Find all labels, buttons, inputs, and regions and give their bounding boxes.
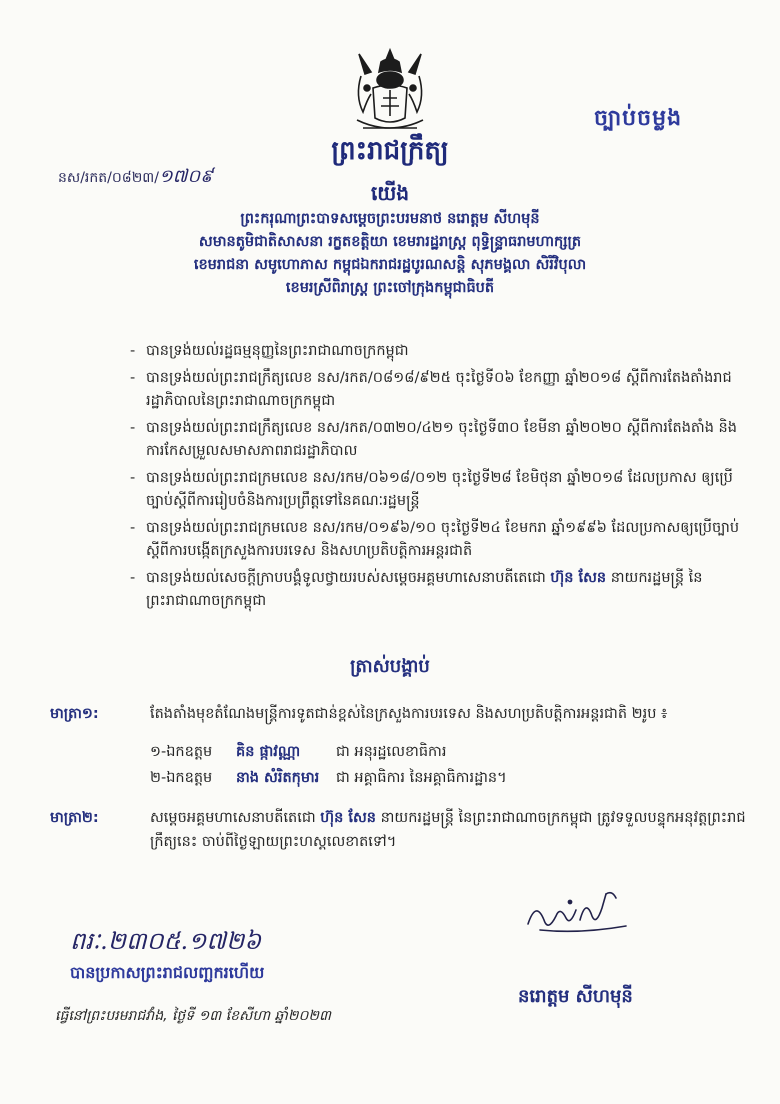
article-1 <box>50 702 750 726</box>
reference-printed: នស/រកត/០៨២៣/ <box>58 170 159 186</box>
reference-handwritten: ១៧០៩ <box>158 166 213 187</box>
article-2-text: សម្តេចអគ្គមហាសេនាបតីតេជោ ហ៊ុន សែន នាយករដ្ឋមន្ត្រី នៃព្រះរាជាណាចក្រកម្ពុជា ត្រូវទទួលបន្ទុកអនុវត្តព្រះរាជក្រឹត្យនេះ ចាប់ពីថ្ងៃឡាយព្រះហស្តលេខាតទៅ។ <box>150 810 746 850</box>
royal-emblem-icon <box>345 46 435 138</box>
appointee-role: ជា អគ្គាធិការ នៃអគ្គាធិការដ្ឋាន។ <box>336 770 507 786</box>
handwritten-reference: ពរៈ.២៣០៥.១៧២៦ <box>70 927 262 955</box>
visa-item: - បានទ្រង់យល់ព្រះរាជក្រឹត្យលេខ នស/រកត/០៨១៨/៩២៥ ចុះថ្ងៃទី០៦ ខែកញ្ញា ឆ្នាំ២០១៨ ស្តីពីការតែងតាំងរាជរដ្ឋាភិបាលនៃព្រះរាជាណាចក្រកម្ពុជា <box>130 370 732 409</box>
royal-title-line: ខេមរស្រីពិរាស្ត្រ ព្រះចៅក្រុងកម្ពុជាធិបតី <box>285 280 495 296</box>
place-date: ធ្វើនៅព្រះបរមរាជវាំង, ថ្ងៃទី ១៣ ខែសីហា ឆ្នាំ២០២៣ <box>55 1008 331 1024</box>
promulgation-note: បានប្រកាសព្រះរាជលញ្ឆករហើយ <box>70 963 265 982</box>
prime-minister-name: ហ៊ុន សែន <box>320 810 376 826</box>
appointee-number: ១-ឯកឧត្តម <box>150 744 213 760</box>
visa-item: - បានទ្រង់យល់ព្រះរាជក្រឹត្យលេខ នស/រកត/០៣២០/៤២១ ចុះថ្ងៃទី៣០ ខែមីនា ឆ្នាំ២០២០ ស្តីពីការតែងតាំង និងការកែសម្រួលសមាសភាពរាជរដ្ឋាភិបាល <box>130 420 737 459</box>
copy-stamp: ច្បាប់ចម្លង <box>594 106 683 131</box>
appointee-name: គិន ផ្កាវណ្ណា <box>236 744 301 760</box>
article-1-text: តែងតាំងមុខតំណែងមន្ត្រីការទូតជាន់ខ្ពស់នៃក្រសួងការបរទេស និងសហប្រតិបត្តិការអន្តរជាតិ ២រូប ៖ <box>150 706 668 722</box>
royal-title-line: ខេមរាជនា សមូហោភាស កម្ពុជឯករាជរដ្ឋបូរណសន្តិ សុភមង្គលា សិរីវិបុលា <box>193 257 587 273</box>
appointee-row <box>150 740 446 764</box>
article-2-label: មាត្រា២: <box>50 810 99 826</box>
article-1-label: មាត្រា១: <box>50 706 99 722</box>
appointee-row <box>150 766 507 790</box>
article-2 <box>50 806 750 854</box>
visa-item: - បានទ្រង់យល់រដ្ឋធម្មនុញ្ញនៃព្រះរាជាណាចក្រកម្ពុជា <box>130 343 409 359</box>
royal-title-line: ព្រះករុណាព្រះបាទសម្តេចព្រះបរមនាថ នរោត្តម សីហមុនី <box>240 211 540 227</box>
royal-signature-icon <box>500 880 660 944</box>
visa-item: - បានទ្រង់យល់សេចក្តីក្រាបបង្គំទូលថ្វាយរបស់សម្តេចអគ្គមហាសេនាបតីតេជោ ហ៊ុន សែន នាយករដ្ឋមន្ត្រី នៃព្រះរាជាណាចក្រកម្ពុជា <box>130 570 703 609</box>
signer-name: នរោត្តម សីហមុនី <box>518 986 633 1007</box>
royal-titles <box>0 208 780 300</box>
appointee-role: ជា អនុរដ្ឋលេខាធិការ <box>336 744 447 760</box>
appointee-name: នាង សំរិតកុមារ <box>236 770 320 786</box>
visa-list <box>130 340 740 617</box>
royal-title-line: សមានតូមិជាតិសាសនា រក្ខតខត្តិយា ខេមរារដ្ឋរាស្ត្រ ពុទ្ធិន្ទ្រាធរាមហាក្សត្រ <box>198 234 582 250</box>
we-heading: យើង <box>370 181 410 205</box>
appointee-number: ២-ឯកឧត្តម <box>150 770 213 786</box>
visa-item: - បានទ្រង់យល់ព្រះរាជក្រមលេខ នស/រកម/០១៩៦/១០ ចុះថ្ងៃទី២៤ ខែមករា ឆ្នាំ១៩៩៦ ដែលប្រកាសឲ្យប្រើច្បាប់ស្តីពីការបង្កើតក្រសួងការបរទេស និងសហប្រតិបត្តិការអន្តរជាតិ <box>130 520 740 559</box>
decree-heading: ត្រាស់បង្គាប់ <box>350 656 430 677</box>
visa-item: - បានទ្រង់យល់ព្រះរាជក្រមលេខ នស/រកម/០៦១៨/០១២ ចុះថ្ងៃទី២៨ ខែមិថុនា ឆ្នាំ២០១៨ ដែលប្រកាស ឲ្យប្រើច្បាប់ស្តីពីការរៀបចំនិងការប្រព្រឹត្តទៅនៃគណៈរដ្ឋមន្ត្រី <box>130 470 733 509</box>
prime-minister-name: ហ៊ុន សែន <box>550 570 607 586</box>
document-title: ព្រះរាជក្រឹត្យ <box>331 136 449 166</box>
